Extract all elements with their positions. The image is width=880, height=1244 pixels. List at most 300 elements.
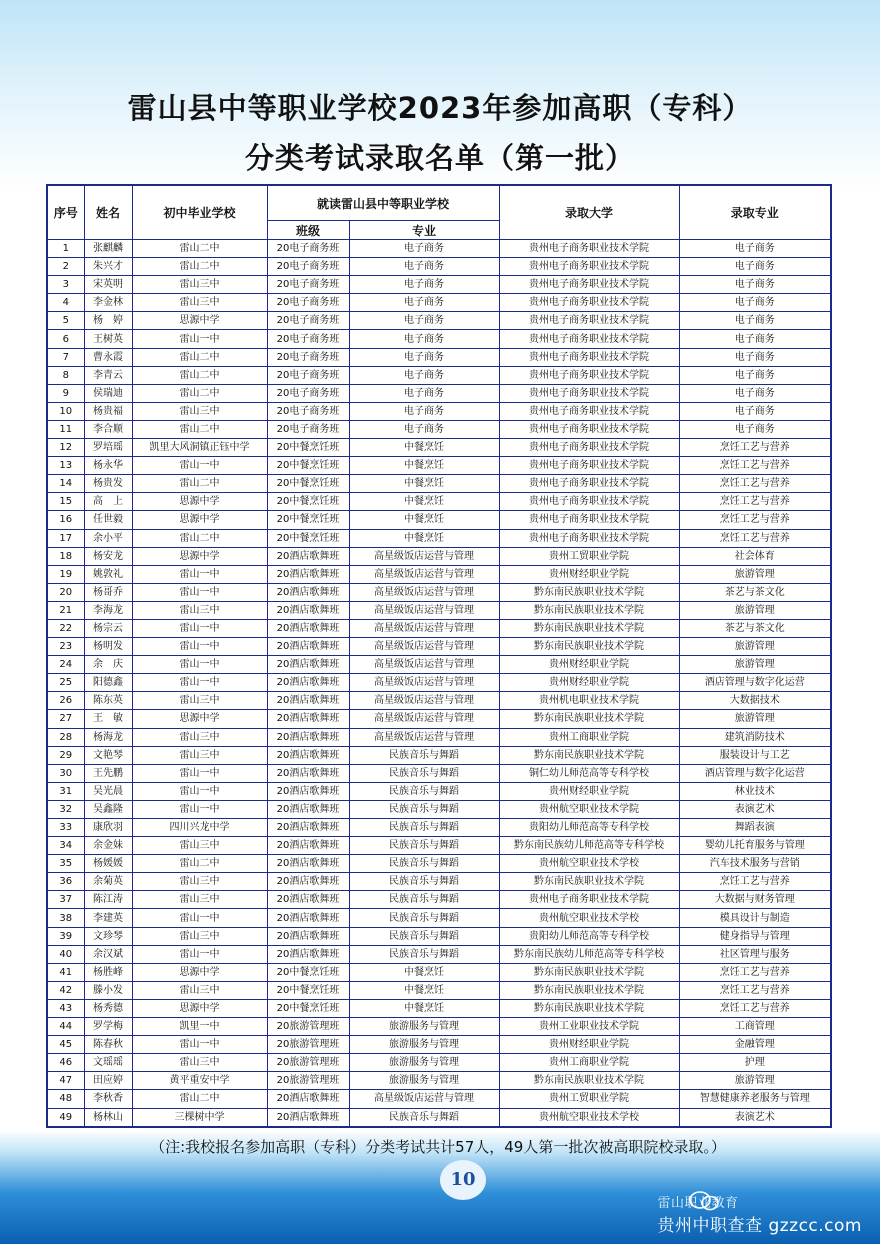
- cell-class: 20酒店歌舞班: [267, 837, 349, 855]
- cell-middle-school: 雷山二中: [132, 384, 267, 402]
- cell-university: 贵州航空职业技术学校: [499, 1108, 679, 1127]
- cell-index: 13: [47, 457, 84, 475]
- cell-admitted-major: 服装设计与工艺: [679, 746, 831, 764]
- cell-major: 高星级饭店运营与管理: [349, 674, 499, 692]
- cell-index: 22: [47, 619, 84, 637]
- cell-university: 贵州工商职业学院: [499, 728, 679, 746]
- cell-admitted-major: 护理: [679, 1054, 831, 1072]
- table-row: [47, 909, 831, 927]
- cell-name: 陈春秋: [84, 1036, 132, 1054]
- cell-class: 20旅游管理班: [267, 1018, 349, 1036]
- cell-admitted-major: 电子商务: [679, 294, 831, 312]
- table-row: [47, 963, 831, 981]
- cell-major: 高星级饭店运营与管理: [349, 565, 499, 583]
- table-row: [47, 855, 831, 873]
- cell-university: 黔东南民族职业技术学院: [499, 873, 679, 891]
- cell-index: 49: [47, 1108, 84, 1127]
- cell-university: 贵州航空职业技术学院: [499, 800, 679, 818]
- cell-index: 24: [47, 656, 84, 674]
- cell-university: 贵州电子商务职业技术学院: [499, 348, 679, 366]
- table-row: [47, 565, 831, 583]
- cell-middle-school: 雷山二中: [132, 348, 267, 366]
- cell-major: 民族音乐与舞蹈: [349, 782, 499, 800]
- cell-major: 民族音乐与舞蹈: [349, 764, 499, 782]
- watermark-brand: 雷山职业教育: [657, 1196, 739, 1211]
- cell-middle-school: 思源中学: [132, 312, 267, 330]
- cell-admitted-major: 旅游管理: [679, 601, 831, 619]
- table-row: [47, 384, 831, 402]
- cell-major: 电子商务: [349, 294, 499, 312]
- cell-index: 30: [47, 764, 84, 782]
- cell-major: 旅游服务与管理: [349, 1036, 499, 1054]
- cell-university: 黔东南民族职业技术学院: [499, 619, 679, 637]
- cell-major: 电子商务: [349, 420, 499, 438]
- cell-major: 高星级饭店运营与管理: [349, 547, 499, 565]
- table-row: [47, 674, 831, 692]
- cell-middle-school: 凯里一中: [132, 1018, 267, 1036]
- cell-middle-school: 雷山二中: [132, 366, 267, 384]
- cell-middle-school: 雷山三中: [132, 294, 267, 312]
- cell-major: 民族音乐与舞蹈: [349, 909, 499, 927]
- cell-middle-school: 雷山一中: [132, 565, 267, 583]
- cell-admitted-major: 烹饪工艺与营养: [679, 529, 831, 547]
- cell-major: 民族音乐与舞蹈: [349, 873, 499, 891]
- table-row: [47, 475, 831, 493]
- cell-middle-school: 雷山一中: [132, 1036, 267, 1054]
- cell-middle-school: 雷山二中: [132, 258, 267, 276]
- cell-major: 民族音乐与舞蹈: [349, 746, 499, 764]
- cell-admitted-major: 烹饪工艺与营养: [679, 963, 831, 981]
- table-row: [47, 1072, 831, 1090]
- table-row: [47, 764, 831, 782]
- cell-class: 20酒店歌舞班: [267, 619, 349, 637]
- cell-university: 贵州电子商务职业技术学院: [499, 330, 679, 348]
- cell-class: 20中餐烹饪班: [267, 981, 349, 999]
- cell-admitted-major: 酒店管理与数字化运营: [679, 674, 831, 692]
- cell-middle-school: 雷山一中: [132, 656, 267, 674]
- cell-admitted-major: 烹饪工艺与营养: [679, 999, 831, 1017]
- cell-index: 7: [47, 348, 84, 366]
- cell-admitted-major: 电子商务: [679, 258, 831, 276]
- table-row: [47, 240, 831, 258]
- table-row: [47, 1108, 831, 1127]
- cell-admitted-major: 电子商务: [679, 330, 831, 348]
- cell-major: 民族音乐与舞蹈: [349, 855, 499, 873]
- cell-middle-school: 雷山一中: [132, 330, 267, 348]
- cell-major: 民族音乐与舞蹈: [349, 800, 499, 818]
- cell-name: 杨明发: [84, 638, 132, 656]
- cell-middle-school: 三棵树中学: [132, 1108, 267, 1127]
- cell-university: 黔东南民族职业技术学院: [499, 963, 679, 981]
- cell-name: 康欣羽: [84, 819, 132, 837]
- cell-admitted-major: 工商管理: [679, 1018, 831, 1036]
- cell-name: 李海龙: [84, 601, 132, 619]
- cell-middle-school: 思源中学: [132, 999, 267, 1017]
- admission-table: [46, 184, 832, 1128]
- cell-middle-school: 雷山三中: [132, 1054, 267, 1072]
- cell-admitted-major: 旅游管理: [679, 1072, 831, 1090]
- cell-major: 中餐烹饪: [349, 981, 499, 999]
- cell-index: 10: [47, 402, 84, 420]
- cell-class: 20酒店歌舞班: [267, 945, 349, 963]
- table-row: [47, 927, 831, 945]
- cell-middle-school: 雷山一中: [132, 909, 267, 927]
- table-row: [47, 981, 831, 999]
- cell-name: 王 敏: [84, 710, 132, 728]
- table-row: [47, 837, 831, 855]
- cell-university: 贵州工贸职业学院: [499, 1090, 679, 1108]
- cell-admitted-major: 舞蹈表演: [679, 819, 831, 837]
- header-name: 姓名: [84, 185, 132, 240]
- cell-class: 20酒店歌舞班: [267, 782, 349, 800]
- cell-middle-school: 雷山二中: [132, 420, 267, 438]
- cell-class: 20电子商务班: [267, 402, 349, 420]
- cell-major: 民族音乐与舞蹈: [349, 837, 499, 855]
- table-row: [47, 728, 831, 746]
- cell-name: 陈江涛: [84, 891, 132, 909]
- cell-admitted-major: 智慧健康养老服务与管理: [679, 1090, 831, 1108]
- cell-index: 21: [47, 601, 84, 619]
- header-university: 录取大学: [499, 185, 679, 240]
- cell-name: 吴光晨: [84, 782, 132, 800]
- cell-class: 20酒店歌舞班: [267, 927, 349, 945]
- cell-middle-school: 雷山三中: [132, 601, 267, 619]
- table-row: [47, 656, 831, 674]
- table-row: [47, 819, 831, 837]
- cell-major: 电子商务: [349, 258, 499, 276]
- cell-middle-school: 雷山一中: [132, 782, 267, 800]
- cell-middle-school: 雷山一中: [132, 764, 267, 782]
- cell-name: 文瑶瑶: [84, 1054, 132, 1072]
- cell-admitted-major: 电子商务: [679, 384, 831, 402]
- cell-major: 旅游服务与管理: [349, 1018, 499, 1036]
- cell-university: 黔东南民族幼儿师范高等专科学校: [499, 837, 679, 855]
- cell-admitted-major: 烹饪工艺与营养: [679, 475, 831, 493]
- cell-university: 贵州电子商务职业技术学院: [499, 493, 679, 511]
- cell-middle-school: 雷山三中: [132, 927, 267, 945]
- table-row: [47, 402, 831, 420]
- cell-admitted-major: 电子商务: [679, 402, 831, 420]
- cell-middle-school: 四川兴龙中学: [132, 819, 267, 837]
- cell-middle-school: 雷山三中: [132, 837, 267, 855]
- table-row: [47, 710, 831, 728]
- cell-university: 贵州电子商务职业技术学院: [499, 294, 679, 312]
- cell-class: 20电子商务班: [267, 330, 349, 348]
- cell-major: 中餐烹饪: [349, 475, 499, 493]
- cell-class: 20酒店歌舞班: [267, 583, 349, 601]
- cell-middle-school: 思源中学: [132, 493, 267, 511]
- cell-major: 中餐烹饪: [349, 963, 499, 981]
- cell-index: 29: [47, 746, 84, 764]
- cell-university: 贵州电子商务职业技术学院: [499, 384, 679, 402]
- cell-university: 黔东南民族职业技术学院: [499, 746, 679, 764]
- cell-university: 贵州电子商务职业技术学院: [499, 511, 679, 529]
- cell-index: 32: [47, 800, 84, 818]
- cell-admitted-major: 健身指导与管理: [679, 927, 831, 945]
- cell-index: 44: [47, 1018, 84, 1036]
- cell-name: 罗学梅: [84, 1018, 132, 1036]
- cell-class: 20酒店歌舞班: [267, 692, 349, 710]
- cell-name: 李秋香: [84, 1090, 132, 1108]
- cell-name: 杨永华: [84, 457, 132, 475]
- cell-index: 2: [47, 258, 84, 276]
- table-row: [47, 312, 831, 330]
- table-row: [47, 330, 831, 348]
- cell-class: 20旅游管理班: [267, 1072, 349, 1090]
- cell-index: 41: [47, 963, 84, 981]
- cell-university: 贵州电子商务职业技术学院: [499, 475, 679, 493]
- cell-class: 20电子商务班: [267, 312, 349, 330]
- cell-class: 20酒店歌舞班: [267, 1090, 349, 1108]
- cell-university: 黔东南民族职业技术学院: [499, 999, 679, 1017]
- cell-name: 余金妹: [84, 837, 132, 855]
- cell-admitted-major: 茶艺与茶文化: [679, 583, 831, 601]
- watermark-text: 贵州中职查查 gzzcc.com: [657, 1216, 862, 1236]
- cell-university: 黔东南民族职业技术学院: [499, 638, 679, 656]
- cell-class: 20酒店歌舞班: [267, 800, 349, 818]
- cell-middle-school: 雷山一中: [132, 457, 267, 475]
- cell-middle-school: 思源中学: [132, 963, 267, 981]
- header-admitted-major: 录取专业: [679, 185, 831, 240]
- cell-index: 4: [47, 294, 84, 312]
- cell-university: 贵州电子商务职业技术学院: [499, 891, 679, 909]
- cell-name: 王先鹏: [84, 764, 132, 782]
- cell-major: 电子商务: [349, 384, 499, 402]
- cell-index: 39: [47, 927, 84, 945]
- cell-class: 20中餐烹饪班: [267, 511, 349, 529]
- cell-major: 中餐烹饪: [349, 439, 499, 457]
- cell-index: 46: [47, 1054, 84, 1072]
- watermark: [658, 1192, 862, 1236]
- cell-admitted-major: 模具设计与制造: [679, 909, 831, 927]
- cell-university: 贵州财经职业学院: [499, 674, 679, 692]
- table-row: [47, 420, 831, 438]
- cell-middle-school: 雷山二中: [132, 529, 267, 547]
- cell-name: 杨海龙: [84, 728, 132, 746]
- cell-class: 20酒店歌舞班: [267, 728, 349, 746]
- cell-middle-school: 雷山三中: [132, 728, 267, 746]
- cell-name: 吴鑫隆: [84, 800, 132, 818]
- cell-class: 20电子商务班: [267, 294, 349, 312]
- cell-index: 3: [47, 276, 84, 294]
- cell-major: 中餐烹饪: [349, 511, 499, 529]
- cell-university: 贵阳幼儿师范高等专科学校: [499, 819, 679, 837]
- cell-university: 黔东南民族幼儿师范高等专科学校: [499, 945, 679, 963]
- cell-index: 34: [47, 837, 84, 855]
- cell-university: 贵州工商职业学院: [499, 1054, 679, 1072]
- cell-name: 李建英: [84, 909, 132, 927]
- cell-university: 贵州电子商务职业技术学院: [499, 312, 679, 330]
- cell-admitted-major: 烹饪工艺与营养: [679, 873, 831, 891]
- cell-admitted-major: 烹饪工艺与营养: [679, 981, 831, 999]
- cell-name: 杨林山: [84, 1108, 132, 1127]
- table-row: [47, 619, 831, 637]
- table-row: [47, 529, 831, 547]
- cell-class: 20酒店歌舞班: [267, 674, 349, 692]
- cell-admitted-major: 表演艺术: [679, 1108, 831, 1127]
- cell-admitted-major: 建筑消防技术: [679, 728, 831, 746]
- table-row: [47, 782, 831, 800]
- cell-class: 20电子商务班: [267, 276, 349, 294]
- cell-major: 旅游服务与管理: [349, 1054, 499, 1072]
- cell-name: 余菊英: [84, 873, 132, 891]
- cell-university: 贵州财经职业学院: [499, 565, 679, 583]
- cell-name: 余小平: [84, 529, 132, 547]
- cell-name: 杨胜峰: [84, 963, 132, 981]
- cell-major: 高星级饭店运营与管理: [349, 728, 499, 746]
- cell-name: 宋英明: [84, 276, 132, 294]
- cell-university: 贵州电子商务职业技术学院: [499, 439, 679, 457]
- table-row: [47, 457, 831, 475]
- cell-name: 田应婷: [84, 1072, 132, 1090]
- cell-major: 旅游服务与管理: [349, 1072, 499, 1090]
- cell-name: 杨安龙: [84, 547, 132, 565]
- header-middle-school: 初中毕业学校: [132, 185, 267, 240]
- cell-class: 20酒店歌舞班: [267, 656, 349, 674]
- table-row: [47, 945, 831, 963]
- cell-name: 张麒麟: [84, 240, 132, 258]
- cell-name: 杨宗云: [84, 619, 132, 637]
- cell-university: 贵阳幼儿师范高等专科学校: [499, 927, 679, 945]
- cell-index: 35: [47, 855, 84, 873]
- cell-class: 20电子商务班: [267, 384, 349, 402]
- cell-class: 20酒店歌舞班: [267, 764, 349, 782]
- cell-name: 李金林: [84, 294, 132, 312]
- cell-index: 48: [47, 1090, 84, 1108]
- cell-middle-school: 雷山三中: [132, 402, 267, 420]
- cell-university: 黔东南民族职业技术学院: [499, 601, 679, 619]
- page-title-line1: 雷山县中等职业学校2023年参加高职（专科）: [127, 91, 753, 125]
- cell-admitted-major: 大数据技术: [679, 692, 831, 710]
- cell-name: 曹永霞: [84, 348, 132, 366]
- table-row: [47, 1090, 831, 1108]
- cell-middle-school: 雷山一中: [132, 800, 267, 818]
- cell-name: 杨贵发: [84, 475, 132, 493]
- cell-name: 文艳琴: [84, 746, 132, 764]
- table-row: [47, 294, 831, 312]
- cell-name: 李合顺: [84, 420, 132, 438]
- cell-name: 杨秀德: [84, 999, 132, 1017]
- page-number: 10: [440, 1160, 486, 1200]
- cell-major: 中餐烹饪: [349, 457, 499, 475]
- cell-major: 高星级饭店运营与管理: [349, 692, 499, 710]
- cell-class: 20电子商务班: [267, 420, 349, 438]
- table-row: [47, 746, 831, 764]
- cell-index: 11: [47, 420, 84, 438]
- cell-middle-school: 雷山三中: [132, 746, 267, 764]
- cell-university: 贵州电子商务职业技术学院: [499, 529, 679, 547]
- cell-major: 民族音乐与舞蹈: [349, 891, 499, 909]
- table-row: [47, 258, 831, 276]
- cell-major: 民族音乐与舞蹈: [349, 945, 499, 963]
- cell-admitted-major: 婴幼儿托育服务与管理: [679, 837, 831, 855]
- cell-class: 20中餐烹饪班: [267, 963, 349, 981]
- cell-admitted-major: 社区管理与服务: [679, 945, 831, 963]
- cell-university: 贵州财经职业学院: [499, 1036, 679, 1054]
- cell-class: 20酒店歌舞班: [267, 710, 349, 728]
- cell-class: 20电子商务班: [267, 258, 349, 276]
- cell-admitted-major: 社会体育: [679, 547, 831, 565]
- cell-major: 民族音乐与舞蹈: [349, 1108, 499, 1127]
- cell-middle-school: 雷山一中: [132, 945, 267, 963]
- cell-university: 贵州财经职业学院: [499, 782, 679, 800]
- cell-middle-school: 雷山三中: [132, 891, 267, 909]
- cell-middle-school: 雷山一中: [132, 583, 267, 601]
- cell-index: 37: [47, 891, 84, 909]
- cell-university: 铜仁幼儿师范高等专科学校: [499, 764, 679, 782]
- cell-index: 23: [47, 638, 84, 656]
- cell-class: 20酒店歌舞班: [267, 601, 349, 619]
- cell-middle-school: 凯里大风洞镇正钰中学: [132, 439, 267, 457]
- cell-index: 9: [47, 384, 84, 402]
- cell-index: 36: [47, 873, 84, 891]
- cell-name: 姚敦礼: [84, 565, 132, 583]
- cell-admitted-major: 旅游管理: [679, 710, 831, 728]
- cell-middle-school: 雷山一中: [132, 674, 267, 692]
- cell-admitted-major: 旅游管理: [679, 638, 831, 656]
- cell-major: 电子商务: [349, 240, 499, 258]
- cell-index: 43: [47, 999, 84, 1017]
- table-row: [47, 583, 831, 601]
- cell-admitted-major: 酒店管理与数字化运营: [679, 764, 831, 782]
- table-row: [47, 493, 831, 511]
- cell-class: 20旅游管理班: [267, 1054, 349, 1072]
- cell-index: 28: [47, 728, 84, 746]
- cell-index: 42: [47, 981, 84, 999]
- cell-middle-school: 雷山三中: [132, 692, 267, 710]
- cell-name: 滕小发: [84, 981, 132, 999]
- cell-admitted-major: 烹饪工艺与营养: [679, 457, 831, 475]
- cell-admitted-major: 电子商务: [679, 312, 831, 330]
- cell-class: 20旅游管理班: [267, 1036, 349, 1054]
- cell-name: 杨哥乔: [84, 583, 132, 601]
- table-row: [47, 547, 831, 565]
- cell-major: 民族音乐与舞蹈: [349, 927, 499, 945]
- cell-university: 贵州电子商务职业技术学院: [499, 240, 679, 258]
- cell-major: 电子商务: [349, 348, 499, 366]
- cell-admitted-major: 汽车技术服务与营销: [679, 855, 831, 873]
- cell-name: 朱兴才: [84, 258, 132, 276]
- cell-major: 中餐烹饪: [349, 493, 499, 511]
- cell-university: 贵州电子商务职业技术学院: [499, 258, 679, 276]
- cell-admitted-major: 金融管理: [679, 1036, 831, 1054]
- cell-admitted-major: 电子商务: [679, 276, 831, 294]
- cell-index: 20: [47, 583, 84, 601]
- cell-class: 20酒店歌舞班: [267, 638, 349, 656]
- cell-admitted-major: 烹饪工艺与营养: [679, 511, 831, 529]
- cell-index: 18: [47, 547, 84, 565]
- cell-class: 20中餐烹饪班: [267, 457, 349, 475]
- cell-name: 任世毅: [84, 511, 132, 529]
- cell-name: 陈东英: [84, 692, 132, 710]
- cell-major: 电子商务: [349, 276, 499, 294]
- cell-class: 20酒店歌舞班: [267, 873, 349, 891]
- cell-admitted-major: 电子商务: [679, 366, 831, 384]
- cell-major: 民族音乐与舞蹈: [349, 819, 499, 837]
- cell-middle-school: 雷山三中: [132, 276, 267, 294]
- cell-university: 贵州电子商务职业技术学院: [499, 420, 679, 438]
- cell-name: 侯瑞迪: [84, 384, 132, 402]
- cell-middle-school: 雷山二中: [132, 240, 267, 258]
- cell-class: 20酒店歌舞班: [267, 1108, 349, 1127]
- cell-middle-school: 雷山二中: [132, 855, 267, 873]
- cell-university: 黔东南民族职业技术学院: [499, 1072, 679, 1090]
- cell-major: 高星级饭店运营与管理: [349, 638, 499, 656]
- cell-index: 17: [47, 529, 84, 547]
- cell-name: 杨 婷: [84, 312, 132, 330]
- cell-university: 贵州财经职业学院: [499, 656, 679, 674]
- cell-major: 中餐烹饪: [349, 529, 499, 547]
